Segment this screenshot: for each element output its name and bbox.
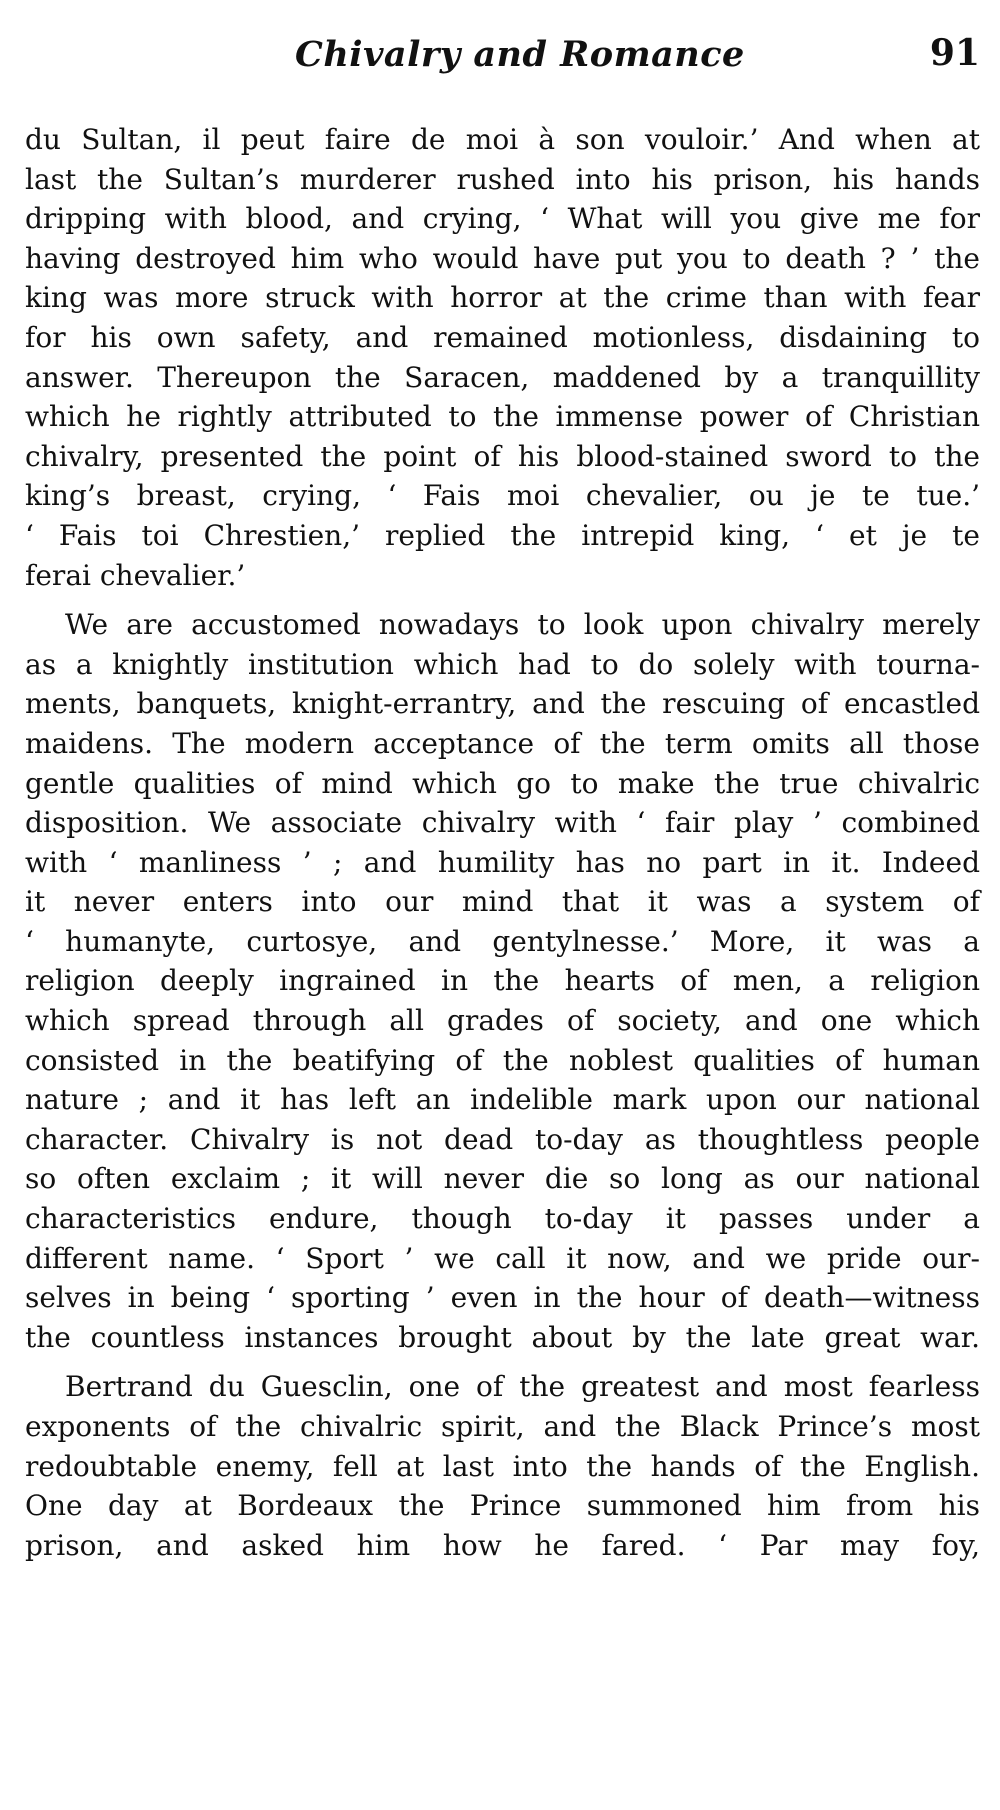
text-line: ments, banquets, knight-errantry, and the rescuing of encastled xyxy=(25,687,980,721)
text-line: We are accustomed nowadays to look upon chivalry merely xyxy=(65,608,980,642)
text-line: ferai chevalier.’ xyxy=(25,558,246,592)
text-line: du Sultan, il peut faire de moi à son vouloir.’ And when at xyxy=(25,123,980,156)
paragraph xyxy=(25,1367,980,1565)
text-line: king was more struck with horror at the crime than with fear xyxy=(25,281,980,315)
text-line: ‘ Fais toi Chrestien,’ replied the intrepid king, ‘ et je te xyxy=(25,518,980,552)
text-line: different name. ‘ Sport ’ we call it now, and we pride our- xyxy=(25,1241,980,1275)
paragraph xyxy=(25,120,980,595)
text-line: Bertrand du Guesclin, one of the greatest and most fearless xyxy=(65,1370,980,1404)
text-line: gentle qualities of mind which go to make the true chivalric xyxy=(25,766,980,800)
running-head xyxy=(25,28,980,88)
text-line: with ‘ manliness ’ ; and humility has no part in it. Indeed xyxy=(25,845,980,879)
text-line: nature ; and it has left an indelible mark upon our national xyxy=(25,1083,980,1117)
text-line: One day at Bordeaux the Prince summoned him from his xyxy=(25,1489,980,1523)
text-line: having destroyed him who would have put you to death ? ’ the xyxy=(25,241,980,275)
text-line: for his own safety, and remained motionless, disdaining to xyxy=(25,320,980,354)
text-line: which he rightly attributed to the immense power of Christian xyxy=(25,400,980,434)
text-line: which spread through all grades of society, and one which xyxy=(25,1004,980,1038)
text-line: exponents of the chivalric spirit, and the Black Prince’s most xyxy=(25,1410,980,1443)
body-text xyxy=(25,120,980,1565)
text-line: consisted in the beatifying of the noblest qualities of human xyxy=(25,1043,980,1077)
text-line: selves in being ‘ sporting ’ even in the hour of death—witness xyxy=(25,1281,980,1315)
text-line: religion deeply ingrained in the hearts of men, a religion xyxy=(25,964,980,998)
text-line: as a knightly institution which had to do solely with tourna- xyxy=(25,647,980,681)
text-line: last the Sultan’s murderer rushed into his prison, his hands xyxy=(25,162,980,196)
text-line: prison, and asked him how he fared. ‘ Par may foy, xyxy=(25,1528,980,1562)
text-line: it never enters into our mind that it was a system of xyxy=(25,885,980,919)
paragraph xyxy=(25,605,980,1357)
text-line: chivalry, presented the point of his blood-stained sword to the xyxy=(25,439,980,473)
text-line: maidens. The modern acceptance of the term omits all those xyxy=(25,726,980,760)
text-line: so often exclaim ; it will never die so long as our national xyxy=(25,1162,980,1196)
text-line: dripping with blood, and crying, ‘ What will you give me for xyxy=(25,202,980,236)
text-line: king’s breast, crying, ‘ Fais moi chevalier, ou je te tue.’ xyxy=(25,479,980,513)
page-number: 91 xyxy=(929,32,980,74)
text-line: ‘ humanyte, curtosye, and gentylnesse.’ More, it was a xyxy=(25,924,980,958)
text-line: answer. Thereupon the Saracen, maddened by a tranquillity xyxy=(25,360,980,394)
text-line: the countless instances brought about by the late great war. xyxy=(25,1320,980,1354)
text-line: disposition. We associate chivalry with ‘ fair play ’ combined xyxy=(25,806,980,840)
text-line: character. Chivalry is not dead to-day as thoughtless people xyxy=(25,1122,980,1156)
text-line: characteristics endure, though to-day it passes under a xyxy=(25,1202,980,1236)
text-line: redoubtable enemy, fell at last into the hands of the English. xyxy=(25,1449,980,1483)
running-title: Chivalry and Romance xyxy=(295,34,745,75)
